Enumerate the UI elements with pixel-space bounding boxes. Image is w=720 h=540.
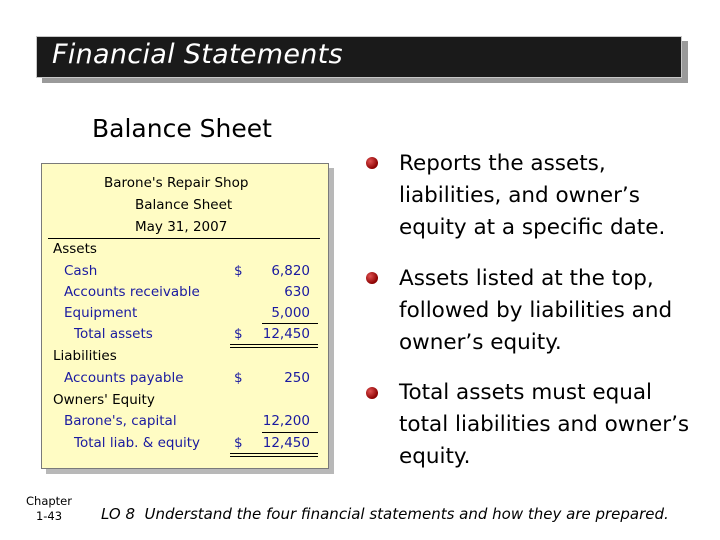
learning-objective: LO 8 Understand the four financial statements and how they are prepared. xyxy=(101,505,669,523)
total-assets-label: Total assets xyxy=(74,326,153,342)
total-liabilities-equity-label: Total liab. & equity xyxy=(74,435,201,451)
page-title: Financial Statements xyxy=(52,39,343,70)
bullet-icon xyxy=(366,157,378,169)
statement-date: May 31, 2007 xyxy=(135,219,228,235)
liabilities-heading: Liabilities xyxy=(53,348,117,364)
total-assets-rule-1 xyxy=(230,344,318,345)
accounts-receivable-value: 630 xyxy=(284,284,310,300)
cash-dollar-sign: $ xyxy=(234,263,243,279)
cash-value: 6,820 xyxy=(271,263,310,279)
total-liabilities-equity-dollar-sign: $ xyxy=(234,435,243,451)
slide-number: 1-43 xyxy=(35,509,63,523)
chapter-word: Chapter xyxy=(26,494,72,508)
bullet-text: Total assets must equal total liabilities and owner’s equity. xyxy=(399,380,690,469)
accounts-payable-value: 250 xyxy=(284,370,310,386)
total-assets-rule-2 xyxy=(230,347,318,348)
total-liabilities-equity-rule-2 xyxy=(230,456,318,457)
assets-heading: Assets xyxy=(53,241,97,257)
accounts-payable-label: Accounts payable xyxy=(64,370,184,386)
bullet-text: Assets listed at the top, followed by liabilities and owner’s equity. xyxy=(399,266,673,355)
statement-name: Balance Sheet xyxy=(135,197,233,213)
cash-label: Cash xyxy=(64,263,98,279)
total-liabilities-equity-value: 12,450 xyxy=(262,435,310,451)
owners-equity-heading: Owners' Equity xyxy=(53,392,155,408)
capital-subtotal-rule xyxy=(262,432,318,433)
total-liabilities-equity-rule-1 xyxy=(230,453,318,454)
total-assets-dollar-sign: $ xyxy=(234,326,243,342)
equipment-value: 5,000 xyxy=(271,305,310,321)
capital-label: Barone's, capital xyxy=(64,413,177,429)
equipment-label: Equipment xyxy=(64,305,138,321)
chapter-label xyxy=(20,494,78,524)
accounts-receivable-label: Accounts receivable xyxy=(64,284,200,300)
assets-subtotal-rule xyxy=(262,323,318,324)
bullet-icon xyxy=(366,387,378,399)
capital-value: 12,200 xyxy=(262,413,310,429)
bullet-text: Reports the assets, liabilities, and owner’s equity at a specific date. xyxy=(399,151,666,240)
header-divider xyxy=(48,238,320,239)
bullet-icon xyxy=(366,272,378,284)
accounts-payable-dollar-sign: $ xyxy=(234,370,243,386)
total-assets-value: 12,450 xyxy=(262,326,310,342)
company-name: Barone's Repair Shop xyxy=(104,175,249,191)
section-subtitle: Balance Sheet xyxy=(92,114,272,143)
